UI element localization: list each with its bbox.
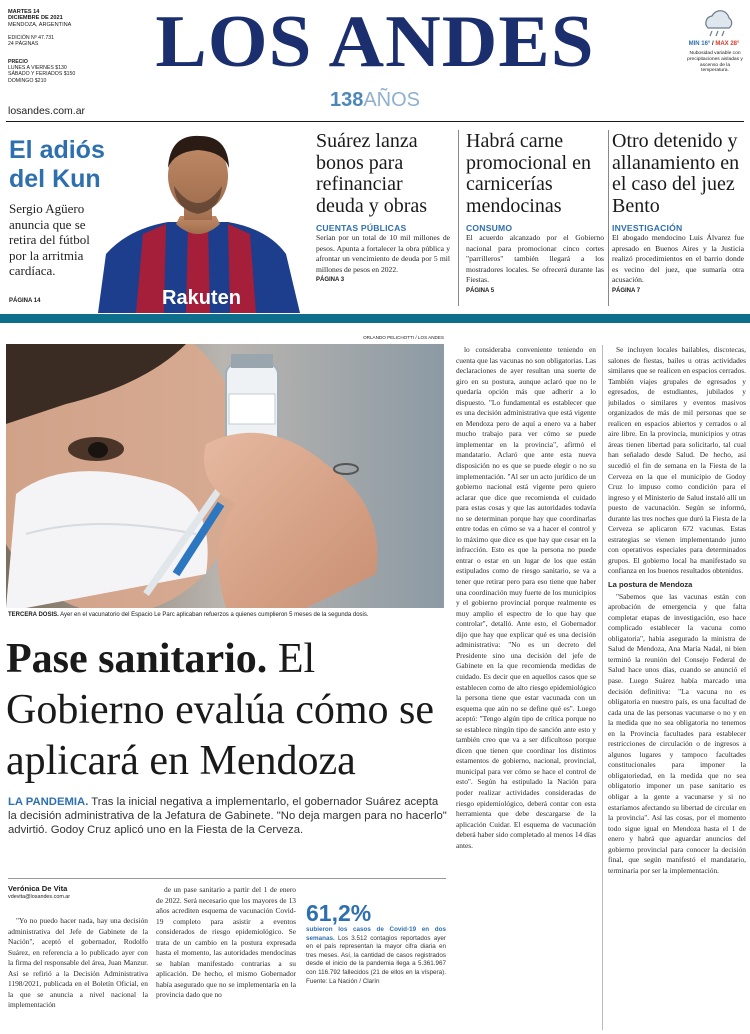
- lead-deck: [8, 795, 448, 837]
- newspaper-logo[interactable]: LOS ANDES: [155, 1, 595, 83]
- column-divider: [608, 130, 609, 306]
- vaccination-photo: [6, 344, 444, 608]
- covid-stat-box: [306, 900, 446, 1032]
- weather-temps: MIN 16° / MAX 28°: [688, 41, 740, 47]
- story-kicker: INVESTIGACIÓN: [612, 223, 683, 233]
- price-title: PRECIO: [8, 59, 28, 65]
- photo-credit: ORLANDO PELICHOTTI / LOS ANDES: [363, 335, 444, 340]
- page-ref: PÁGINA 14: [9, 298, 41, 304]
- column-subhead: La postura de Mendoza: [608, 580, 693, 590]
- bonos-story[interactable]: [316, 131, 450, 283]
- date-line: DICIEMBRE DE 2021: [8, 15, 63, 22]
- price-line: SÁBADO Y FERIADOS $150: [8, 71, 76, 78]
- date-line: MARTES 14: [8, 9, 40, 15]
- page-ref: PÁGINA 3: [316, 277, 345, 284]
- headline-rest: El Gobierno evalúa cómo se aplicará en Mendoza: [6, 636, 435, 784]
- bento-story[interactable]: [612, 131, 744, 294]
- deck-divider: [8, 878, 446, 879]
- story-summary: Serían por un total de 10 mil millones de pesos. Apunta a fortalecer la obra pública y afrontar un vencimiento de deuda por 5 mil millones de pesos en 2022.: [316, 233, 450, 274]
- caption-text: Ayer en el vacunatorio del Espacio Le Parc aplicaban refuerzos a quienes cumplieron 5 meses de la segunda dosis.: [60, 612, 369, 618]
- lead-headline[interactable]: [6, 634, 446, 787]
- kun-story[interactable]: [6, 124, 304, 313]
- story-kicker: CUENTAS PÚBLICAS: [316, 223, 407, 233]
- page-ref: PÁGINA 7: [612, 287, 641, 294]
- section-band: [0, 314, 750, 323]
- weather-description: Nubosidad variable con precipitaciones aisladas y ascenso de la temperatura.: [687, 51, 743, 74]
- photo-caption: [8, 612, 448, 619]
- story-headline: Habrá carne promocional en carnicerías mendocinas: [466, 130, 591, 217]
- lead-column-2: [156, 885, 296, 1032]
- kun-headline: El adiós del Kun: [9, 136, 105, 193]
- anniversary-badge: [300, 89, 450, 112]
- edition-line: EDICIÓN Nº 47.731: [8, 35, 55, 41]
- stat-value: 61,2%: [306, 900, 372, 926]
- byline: Verónica De Vita: [8, 884, 68, 893]
- lead-column-1: [8, 916, 148, 1032]
- story-summary: El acuerdo alcanzado por el Gobierno nacional para promocionar cinco cortes "parrilleros" también llegará a los mostradores locales. Se ofrecerá durante las Fiestas.: [466, 233, 604, 285]
- price-block: [8, 59, 88, 84]
- column-text: Se incluyen locales bailables, discotecas, salones de fiestas, bailes u otras actividades similares que se realicen en espacios cerrados. También viajes grupales de egresados y egresados, de estudiantes, jubilados y jubilados o similares y eventos masivos organizados de más de mil personas que se realicen en espacios abiertos y cerrados o al aire libre. En la provincia, municipios y otras áreas tienen libertad para solicitarlo, tal cual han señalado desde Salud. De hecho, así sucedió el fin de semana en la Fiesta de la Cerveza en la que el municipio de Godoy Cruz lo impuso como condición para el ingreso y el Ministerio de Salud instaló allí un puesto de vacunación. Según se informó, durante las tres noches que duró la Fiesta de la Cerveza se aplicaron 672 vacunas. Estas estrategias se vienen implementando junto con operativos especiales para determinados grupos. El gobierno local ha manifestado su confianza en los buenos resultados obtenidos.: [608, 345, 746, 576]
- lead-kicker: LA PANDEMIA.: [8, 796, 89, 808]
- lead-deck-text: Tras la inicial negativa a implementarlo, el gobernador Suárez acepta la decisión administrativa de la Jefatura de Gabinete. "No deja margen para no hacerlo" advirtió. Godoy Cruz aplicó uno en la Fiesta de la Cerveza.: [8, 796, 447, 836]
- lead-column-3: [456, 345, 596, 1030]
- price-line: LUNES A VIERNES $130: [8, 65, 67, 72]
- story-kicker: CONSUMO: [466, 223, 513, 233]
- story-headline: Suárez lanza bonos para refinanciar deuda y obras: [316, 130, 428, 217]
- weather-min: MIN 16°: [688, 41, 711, 47]
- website-link[interactable]: losandes.com.ar: [8, 105, 86, 117]
- byline-email[interactable]: vdevita@losandes.com.ar: [8, 894, 71, 900]
- anniversary-word: AÑOS: [363, 89, 421, 111]
- caption-kicker: TERCERA DOSIS.: [8, 612, 59, 618]
- column-text: "Yo no puedo hacer nada, hay una decisión administrativa del Jefe de Gabinete de la Nación", aceptó el gobernador, Rodolfo Suárez, en referencia a lo publicado ayer con la firma del responsable del área, Juan Manzur. Así se refirió a la Decisión Administrativa 1198/2021, publicada en el Boletín Oficial, en la que se anuncia a nivel nacional la implementación: [8, 916, 148, 1010]
- column-text: lo consideraba conveniente teniendo en cuenta que las vacunas no son obligatorias. Las declaraciones de ayer resultan una suerte de giro en su postura, aunque aclaró que no le quedaría opción más que adherir a lo dispuesto. "Lo fundamental es establecer que es una decisión administrativa que está vigente en Mendoza pero de aquí a enero va a haber mucho trabajo para ver cómo se puede implementar en la provincia", afirmó el mandatario. Aclaró que ante esta nueva disposición no es que se puede elegir o no su implementación. "Al ser un acto jurídico de un gobierno nacional está vigente pero quiero aclarar que dice que recomienda el cuidado para estas cosas y que las autoridades todavía no se determinan porque hay que coordinarlas entre todas en cómo se va a hacer el control y lo máximo que dice es que hay que cesar en la infracción. Esto es que la persona no puede entrar o estar en un lugar de los que están estipulados como de riesgo sanitario, se va a tener que retirar pero para eso tiene que haber una coordinación muy fuerte de los municipios y el gobierno provincial porque realmente es muy amplio el espectro de lo que hay que controlar", detalló. Ante esto, el Gobernador dijo que hay que explicar qué es una decisión administrativa: "No es un decreto del Presidente sino una decisión del jefe de Gabinete en la que recomienda medidas de cuidado. Es decir que en aquellos casos que se establecen como de alto riesgo epidemiológico la persona tiene que estar vacunada con un esquema que aún no se define qué es". Luego aceptó: "Tengo algún tipo de crítica porque no se establece ningún tipo de sanción ante esto y también creo que va a ser dificultoso porque dicen que tienen que coordinar los distintos estamentos de gobierno, nacional, provincial, municipal para ver cómo se hace el control de esto". Según ha estipulado la Nación para poder realizar actividades consideradas de riesgo epidemiológico, deberá contar con esta herramienta que debe descargarse de la aplicación Cuidar. El esquema de vacunación deberá haber sido completado al menos 14 días antes.: [456, 345, 596, 850]
- weather-max: MAX 28°: [715, 41, 740, 47]
- story-headline: Otro detenido y allanamiento en el caso del juez Bento: [612, 130, 740, 217]
- masthead-divider: [6, 121, 744, 122]
- carne-story[interactable]: [466, 131, 604, 294]
- column-text: "Sabemos que las vacunas están con aprobación de emergencia y que falta completar etapas de investigación, eso hace complicado establecer la vacuna como obligatoria", había asegurado la ministra de Salud de Mendoza, Ana María Nadal, ni bien terminó la reunión del Consejo Federal de Salud hace unos días, cuando se anunció el pase. Luego Suárez había marcado una decisión definitiva: "La vacuna no es obligatoria en nuestro país, es una facultad de cada una de las personas vacunarse o no y en la medida que no sea obligatoria no tenemos en la Provincia facultades para establecer restricciones de circulación o de ingresos a algunos lugares y tampoco facultades constitucionales para imponer la obligatoriedad, en la medida que no sea obligatorio imponer un pase sanitario es obligar a la gente a vacunarse y si no estaríamos afectando su libertad de circular en la provincia". Así las cosas, por el momento todo sigue igual en Mendoza hasta el 1 de enero y habrá que aguardar anuncios del gobierno provincial para conocer la decisión final, que según manifestó el mandatario, terminaría por ser la implementación.: [608, 591, 746, 875]
- kun-deck: Sergio Agüero anuncia que se retira del fútbol por la arritmia cardíaca.: [9, 201, 90, 279]
- weather-cloud-icon: [696, 8, 740, 40]
- edition-block: [8, 35, 78, 47]
- price-line: DOMINGO $210: [8, 77, 47, 84]
- edition-line: 24 PÁGINAS: [8, 41, 39, 48]
- anniversary-number: 138: [329, 89, 364, 111]
- stat-detail: Los 3.512 contagios reportados ayer en el país representan la mayor cifra diaria en tres meses. Así, la cantidad de casos registrados desde el inicio de la pandemia llega a 5.361.967 con 116.792 fallecidos (21 de ellos en la víspera). Fuente: La Nación / Clarín: [306, 934, 446, 985]
- column-text: de un pase sanitario a partir del 1 de enero de 2022. Será necesario que los mayores de 13 años acrediten esquema de vacunación Covid-19 completo para asistir a eventos considerados de riesgo epidemiológico. Se trata de un cambio en la postura expresada hasta el momento, las autoridades mendocinas se habían manifestado contrarias a su aplicación. De hecho, el mismo Gobernador había asegurado que no se implementaría en la provincia dado que no: [156, 885, 296, 1000]
- column-divider: [458, 130, 459, 306]
- svg-text:Rakuten: Rakuten: [162, 287, 241, 309]
- date-line: MENDOZA, ARGENTINA: [8, 21, 72, 28]
- headline-bold: Pase sanitario.: [6, 636, 268, 682]
- page-ref: PÁGINA 5: [466, 287, 495, 294]
- story-summary: El abogado mendocino Luis Álvarez fue apresado en Buenos Aires y la Justicia realizó procedimientos en el barrio donde es vecino del juez, que sumaría otra acusación.: [612, 233, 744, 285]
- column-divider: [602, 345, 603, 1030]
- stat-text: [306, 926, 446, 986]
- stat-bold: subieron los casos de Covid-19 en dos semanas.: [306, 926, 446, 942]
- lead-column-4: [608, 345, 746, 1030]
- date-block: [8, 9, 78, 28]
